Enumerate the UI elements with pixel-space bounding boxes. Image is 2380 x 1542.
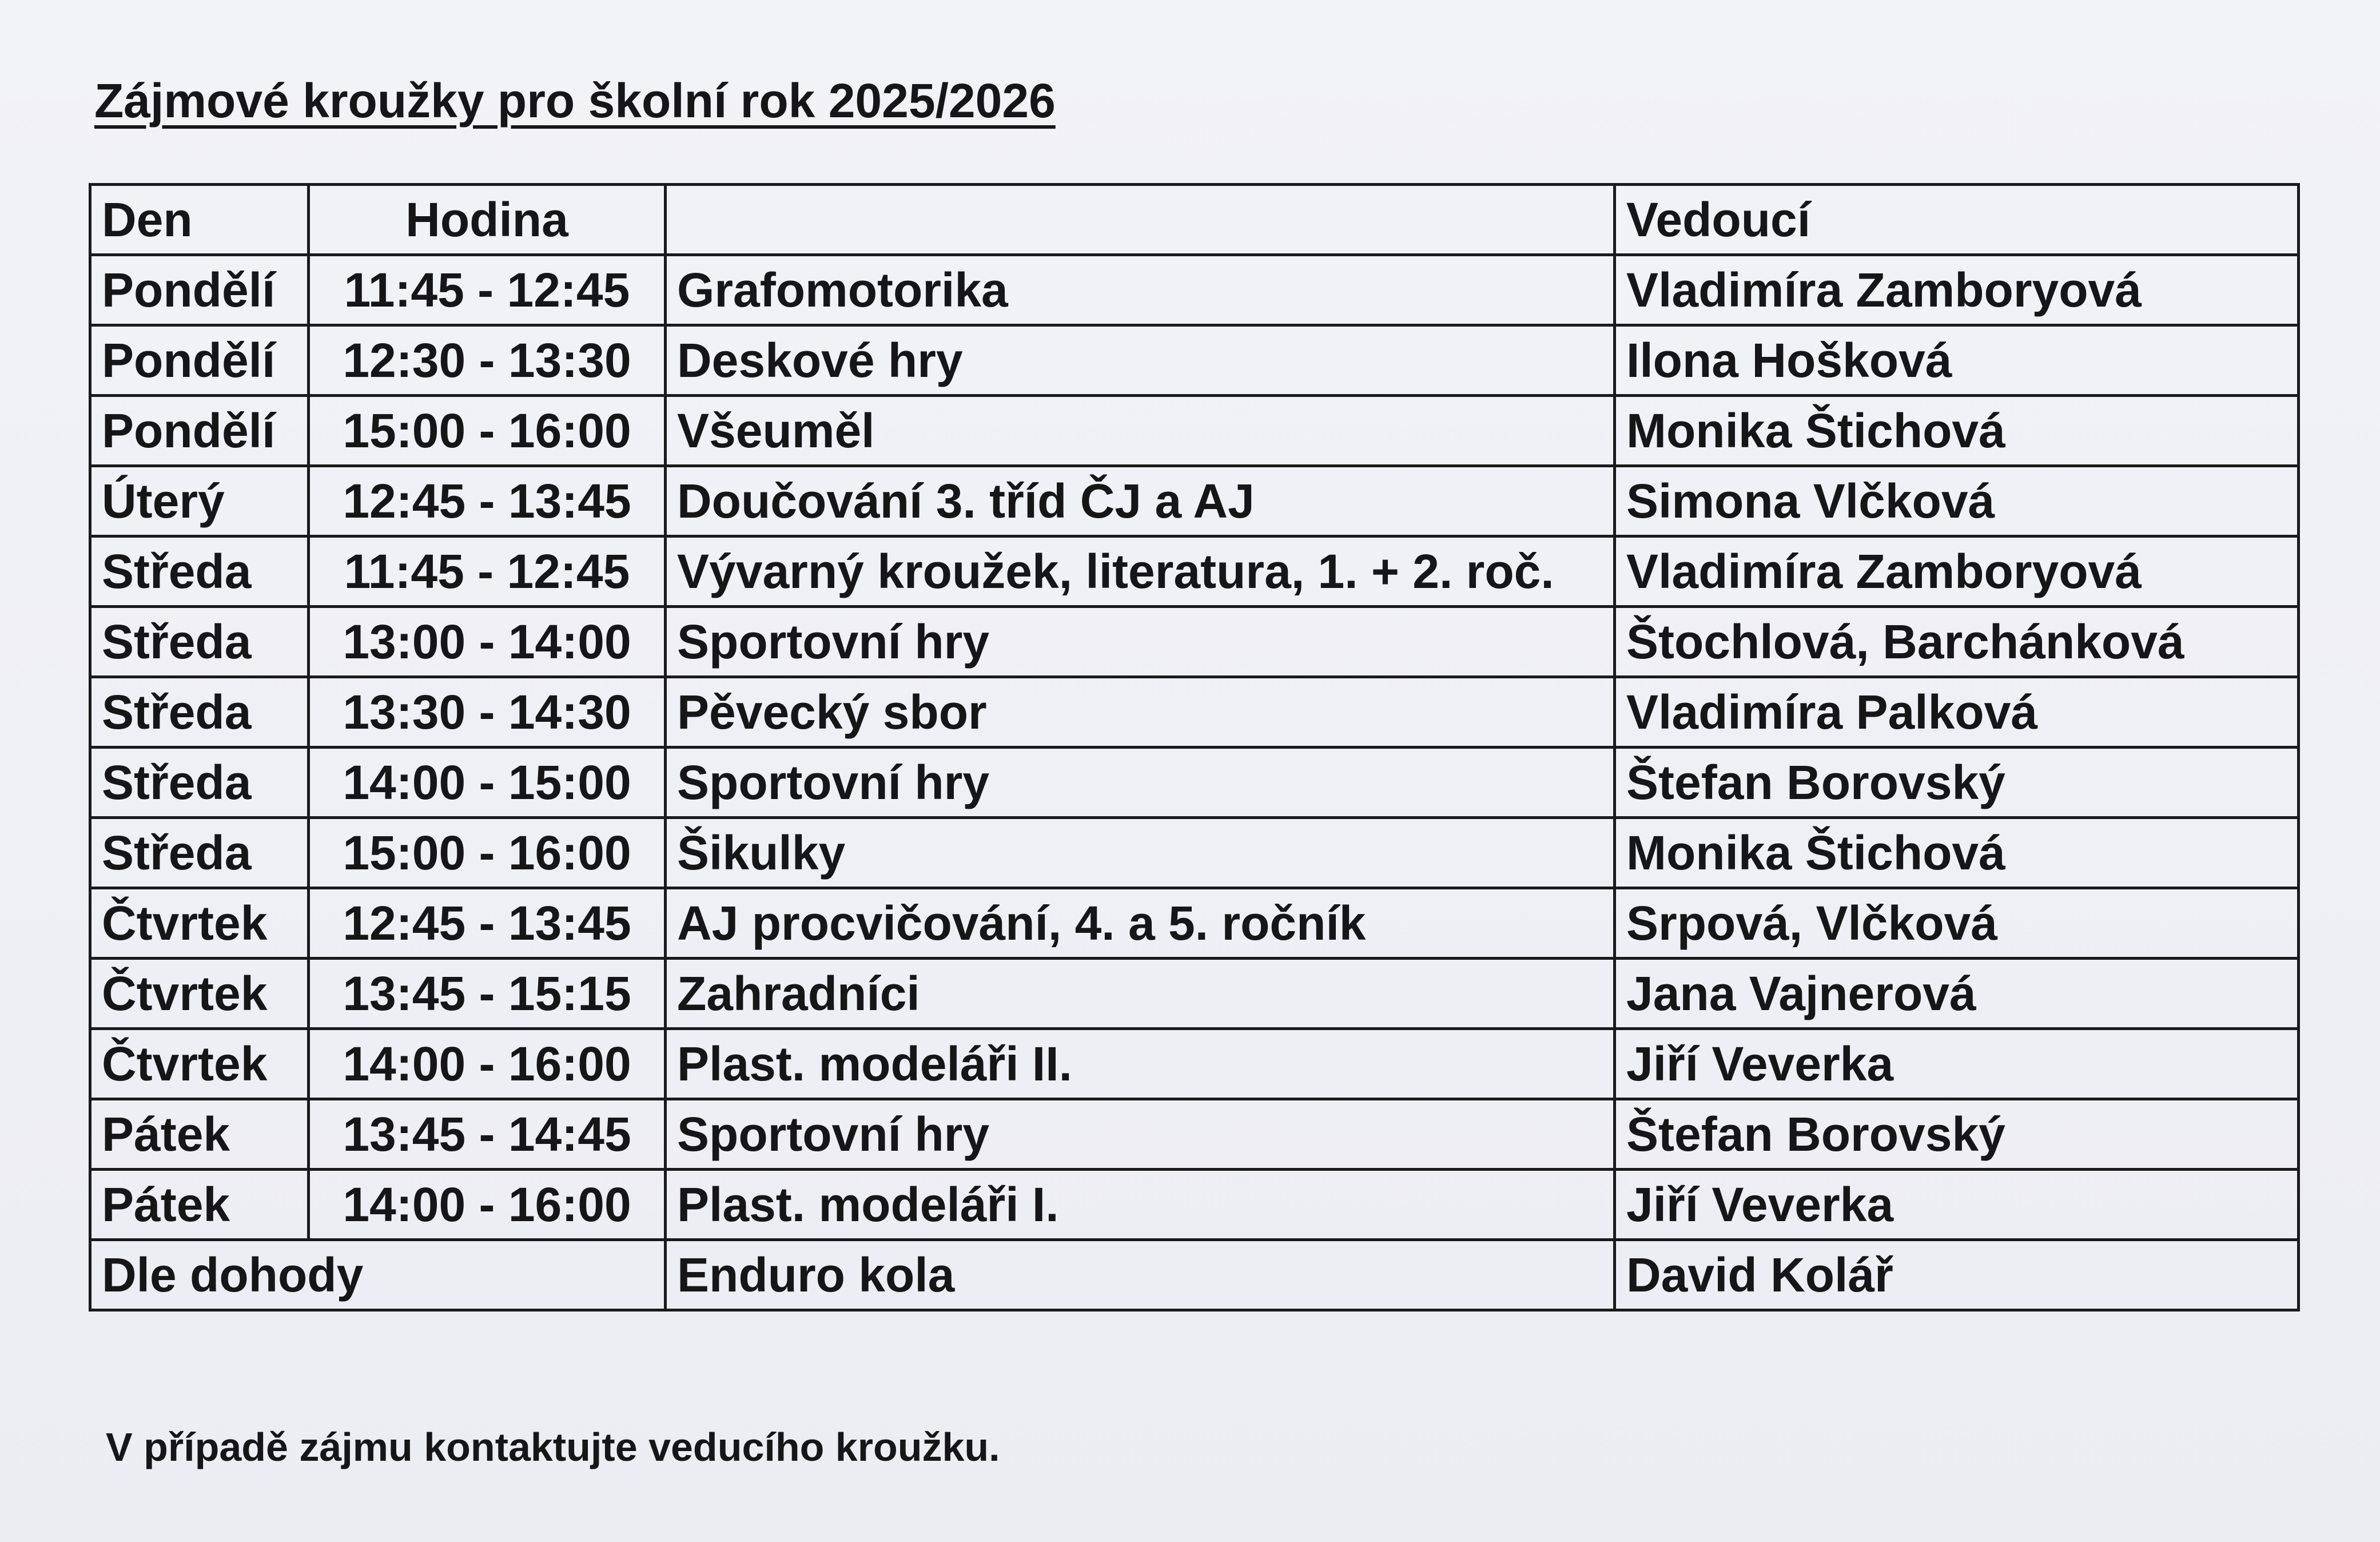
- header-club: [666, 185, 1615, 255]
- cell-day: Pondělí: [90, 325, 309, 396]
- cell-club: Grafomotorika: [666, 255, 1615, 325]
- cell-club: Doučování 3. tříd ČJ a AJ: [666, 466, 1615, 536]
- cell-club: Šikulky: [666, 818, 1615, 888]
- cell-time: 15:00 - 16:00: [309, 396, 666, 466]
- cell-leader: Srpová, Vlčková: [1615, 888, 2299, 959]
- table-row: [90, 959, 2299, 1029]
- cell-leader: Jiří Veverka: [1615, 1029, 2299, 1099]
- cell-time: 12:45 - 13:45: [309, 888, 666, 959]
- cell-club: Zahradníci: [666, 959, 1615, 1029]
- cell-time: 11:45 - 12:45: [309, 536, 666, 607]
- table-row: [90, 536, 2299, 607]
- table-row: [90, 818, 2299, 888]
- cell-club: Enduro kola: [666, 1240, 1615, 1310]
- cell-club: AJ procvičování, 4. a 5. ročník: [666, 888, 1615, 959]
- cell-club: Sportovní hry: [666, 607, 1615, 677]
- clubs-table: [89, 183, 2300, 1312]
- cell-club: Plast. modeláři I.: [666, 1170, 1615, 1240]
- cell-club: Všeuměl: [666, 396, 1615, 466]
- cell-day: Středa: [90, 818, 309, 888]
- cell-time: 15:00 - 16:00: [309, 818, 666, 888]
- cell-time: 13:00 - 14:00: [309, 607, 666, 677]
- cell-leader: Štefan Borovský: [1615, 1099, 2299, 1170]
- cell-day: Pátek: [90, 1170, 309, 1240]
- cell-day-merged: Dle dohody: [90, 1240, 666, 1310]
- header-time: Hodina: [309, 185, 666, 255]
- table-row: [90, 677, 2299, 748]
- cell-leader: Štefan Borovský: [1615, 748, 2299, 818]
- cell-day: Úterý: [90, 466, 309, 536]
- table-row: [90, 888, 2299, 959]
- cell-leader: Monika Štichová: [1615, 818, 2299, 888]
- cell-club: Deskové hry: [666, 325, 1615, 396]
- cell-club: Vývarný kroužek, literatura, 1. + 2. roč.: [666, 536, 1615, 607]
- cell-day: Čtvrtek: [90, 1029, 309, 1099]
- cell-time: 11:45 - 12:45: [309, 255, 666, 325]
- cell-leader: Monika Štichová: [1615, 396, 2299, 466]
- table-row: [90, 607, 2299, 677]
- cell-time: 14:00 - 16:00: [309, 1170, 666, 1240]
- contact-note: V případě zájmu kontaktujte veducího kroužku.: [106, 1425, 1000, 1469]
- page-title: Zájmové kroužky pro školní rok 2025/2026: [94, 74, 1056, 128]
- cell-club: Sportovní hry: [666, 748, 1615, 818]
- cell-day: Čtvrtek: [90, 959, 309, 1029]
- cell-leader: Simona Vlčková: [1615, 466, 2299, 536]
- cell-club: Pěvecký sbor: [666, 677, 1615, 748]
- cell-time: 13:45 - 15:15: [309, 959, 666, 1029]
- table-row: [90, 748, 2299, 818]
- table-row: [90, 1099, 2299, 1170]
- cell-day: Pondělí: [90, 255, 309, 325]
- table-row: [90, 466, 2299, 536]
- cell-day: Čtvrtek: [90, 888, 309, 959]
- cell-time: 14:00 - 16:00: [309, 1029, 666, 1099]
- cell-day: Středa: [90, 607, 309, 677]
- table-header-row: [90, 185, 2299, 255]
- cell-leader: Štochlová, Barchánková: [1615, 607, 2299, 677]
- cell-leader: Vladimíra Palková: [1615, 677, 2299, 748]
- cell-leader: Vladimíra Zamboryová: [1615, 536, 2299, 607]
- cell-leader: Vladimíra Zamboryová: [1615, 255, 2299, 325]
- header-leader: Vedoucí: [1615, 185, 2299, 255]
- table-row: [90, 255, 2299, 325]
- header-day: Den: [90, 185, 309, 255]
- cell-leader: Jana Vajnerová: [1615, 959, 2299, 1029]
- table-row: [90, 325, 2299, 396]
- cell-day: Pondělí: [90, 396, 309, 466]
- cell-time: 13:30 - 14:30: [309, 677, 666, 748]
- table-row: [90, 396, 2299, 466]
- cell-leader: David Kolář: [1615, 1240, 2299, 1310]
- table-row: [90, 1170, 2299, 1240]
- cell-day: Pátek: [90, 1099, 309, 1170]
- cell-day: Středa: [90, 748, 309, 818]
- table-row: [90, 1029, 2299, 1099]
- cell-leader: Ilona Hošková: [1615, 325, 2299, 396]
- cell-time: 12:30 - 13:30: [309, 325, 666, 396]
- cell-time: 12:45 - 13:45: [309, 466, 666, 536]
- cell-club: Sportovní hry: [666, 1099, 1615, 1170]
- cell-day: Středa: [90, 677, 309, 748]
- table-row-by-arrangement: [90, 1240, 2299, 1310]
- cell-time: 13:45 - 14:45: [309, 1099, 666, 1170]
- cell-time: 14:00 - 15:00: [309, 748, 666, 818]
- cell-club: Plast. modeláři II.: [666, 1029, 1615, 1099]
- cell-day: Středa: [90, 536, 309, 607]
- cell-leader: Jiří Veverka: [1615, 1170, 2299, 1240]
